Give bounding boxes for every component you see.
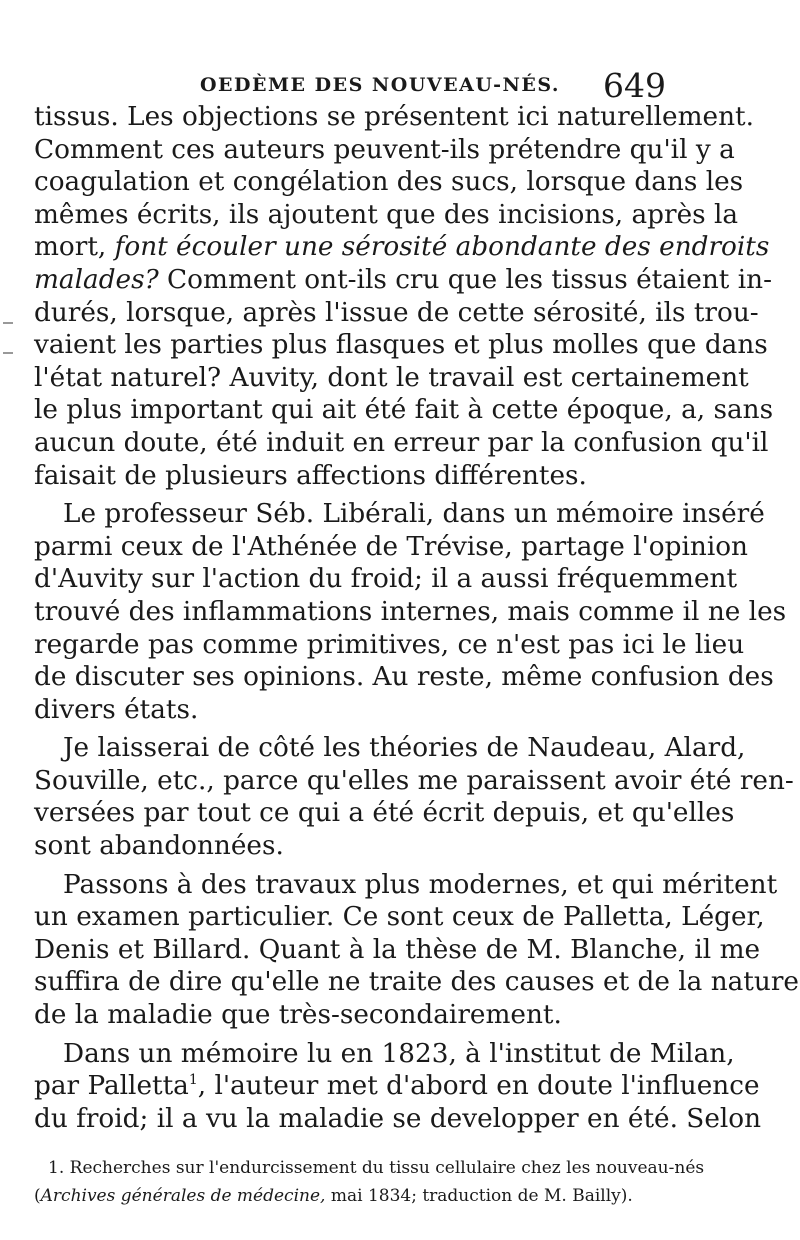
text-line: versées par tout ce qui a été écrit depuis, et qu'elles [34,798,735,829]
paragraph-3 [34,732,794,862]
text-line: faisait de plusieurs affections différentes. [34,460,587,491]
text-line: un examen particulier. Ce sont ceux de Palletta, Léger, [34,902,765,933]
text-line: de discuter ses opinions. Au reste, même confusion des [34,662,774,693]
text-line: le plus important qui ait été fait à cette époque, a, sans [34,395,774,426]
text-fragment: , l'auteur met d'abord en doute l'influence [197,1071,760,1102]
text-line: sont abandonnées. [34,831,284,862]
page-number: 649 [603,66,666,105]
margin-mark [3,322,13,324]
body-text [34,101,799,1135]
text-line: l'état naturel? Auvity, dont le travail est certainement [34,362,749,393]
text-line: Souville, etc., parce qu'elles me paraissent avoir été ren- [34,765,794,796]
paragraph-1 [34,101,774,492]
margin-mark [3,352,13,354]
italic-quote: malades? [34,264,159,295]
text-line: parmi ceux de l'Athénée de Trévise, partage l'opinion [34,531,748,562]
text-line: coagulation et congélation des sucs, lorsque dans les [34,167,744,198]
text-line: d'Auvity sur l'action du froid; il a aussi fréquemment [34,564,738,595]
footnote-line [34,1154,705,1182]
paragraph-2 [34,498,787,726]
text-fragment: par Palletta [34,1071,189,1102]
text-line: vaient les parties plus flasques et plus molles que dans [34,330,768,361]
text-line: divers états. [34,694,199,725]
text-line: durés, lorsque, après l'issue de cette sérosité, ils trou- [34,297,759,328]
text-line: Passons à des travaux plus modernes, et qui méritent [63,869,778,900]
text-line: Le professeur Séb. Libérali, dans un mémoire inséré [63,499,765,530]
text-fragment: Comment ont-ils cru que les tissus étaient in- [158,264,772,295]
text-line: Dans un mémoire lu en 1823, à l'institut de Milan, [63,1038,735,1069]
text-line [34,1070,760,1103]
text-line: Denis et Billard. Quant à la thèse de M. Blanche, il me [34,934,761,965]
footnote-text: Recherches sur l'endurcissement du tissu cellulaire chez les nouveau-nés [69,1158,705,1178]
paragraph-4 [34,869,799,1032]
text-line: suffira de dire qu'elle ne traite des causes et de la nature [34,967,799,998]
text-line: tissus. Les objections se présentent ici naturellement. [34,102,754,132]
text-line [34,264,772,297]
footnote-journal: Archives générales de médecine, [40,1186,326,1206]
footnote-text: ( [34,1186,41,1206]
text-line: Je laisserai de côté les théories de Naudeau, Alard, [63,733,746,764]
text-line: aucun doute, été induit en erreur par la confusion qu'il [34,427,769,458]
text-line: de la maladie que très-secondairement. [34,1000,562,1031]
footnote-ref: 1 [188,1072,198,1089]
footnote-number: 1. [48,1158,65,1178]
footnote-text: mai 1834; traduction de M. Bailly). [325,1186,633,1206]
text-line: du froid; il a vu la maladie se developper en été. Selon [34,1103,762,1134]
text-line: mêmes écrits, ils ajoutent que des incisions, après la [34,199,739,230]
text-line: regarde pas comme primitives, ce n'est pas ici le lieu [34,629,745,660]
italic-quote: font écouler une sérosité abondante des endroits [114,232,770,263]
paragraph-5 [34,1038,762,1136]
running-head: OEDÈME DES NOUVEAU-NÉS. [200,74,560,96]
text-line [34,231,770,264]
text-line: trouvé des inflammations internes, mais comme il ne les [34,596,787,627]
footnote-line [34,1182,666,1210]
text-line: Comment ces auteurs peuvent-ils prétendre qu'il y a [34,134,735,165]
text-fragment: mort, [34,232,115,263]
footnote [34,1154,705,1210]
